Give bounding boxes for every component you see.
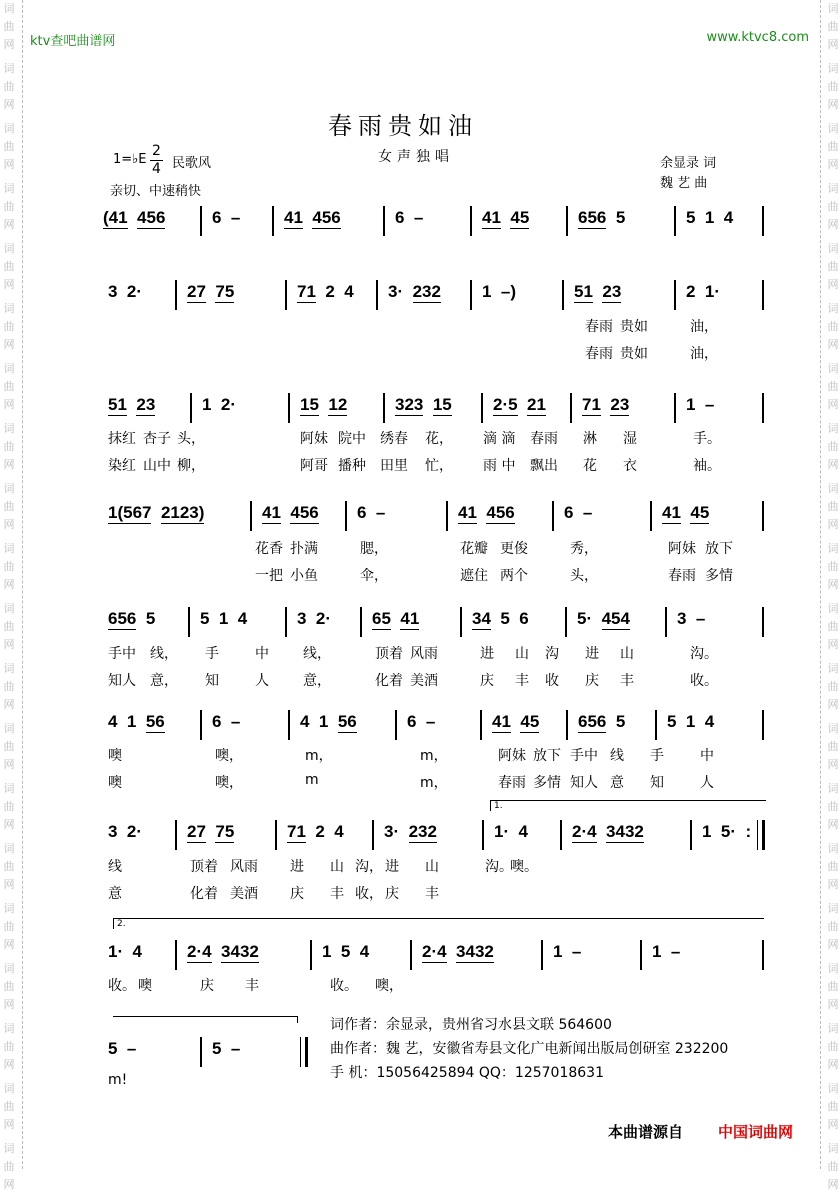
lyric-syllable: 庆 bbox=[480, 673, 494, 689]
bar-line bbox=[288, 710, 290, 740]
measure-notes: 71 23 bbox=[582, 395, 630, 414]
lyric-syllable: 袖。 bbox=[693, 458, 721, 474]
lyric-syllable: 噢 bbox=[108, 775, 122, 791]
watermark-text: 词 曲 网 bbox=[827, 662, 839, 711]
site-url-right[interactable]: www.ktvc8.com bbox=[706, 30, 809, 45]
measure-notes: 656 5 bbox=[108, 609, 156, 628]
lyric-syllable: 美酒 bbox=[230, 886, 258, 902]
lyric-syllable: 忙， bbox=[425, 458, 453, 474]
bar-line bbox=[762, 393, 764, 423]
left-margin-line bbox=[22, 0, 23, 1169]
lyric-syllable: 庆 bbox=[200, 978, 214, 994]
lyric-syllable: 风雨 bbox=[230, 859, 258, 875]
bar-line bbox=[446, 501, 448, 531]
lyric-syllable: 丰 bbox=[245, 978, 259, 994]
lyric-syllable: 柳， bbox=[177, 458, 205, 474]
watermark-text: 词 曲 网 bbox=[827, 422, 839, 471]
lyric-syllable: 噢 bbox=[108, 748, 122, 764]
lyric-syllable: 收， bbox=[355, 886, 383, 902]
bar-line bbox=[674, 206, 676, 236]
measure-notes: 41 45 bbox=[662, 503, 710, 522]
watermark-text: 词 曲 网 bbox=[827, 362, 839, 411]
bar-line bbox=[640, 940, 642, 970]
measure-notes: 65 41 bbox=[372, 609, 420, 628]
lyric-syllable: 头， bbox=[570, 568, 598, 584]
lyric-syllable: 收。 bbox=[690, 673, 718, 689]
lyric-syllable: 线 bbox=[610, 748, 624, 764]
footer-source-label: 本曲谱源自 bbox=[608, 1123, 684, 1141]
bar-line bbox=[200, 206, 202, 236]
measure-notes: 1 2· bbox=[202, 395, 237, 414]
watermark-text: 词 曲 网 bbox=[3, 182, 15, 231]
site-name-left[interactable]: ktv查吧曲谱网 bbox=[30, 34, 116, 49]
watermark-text: 词 曲 网 bbox=[3, 302, 15, 351]
lyric-syllable: 知 bbox=[205, 673, 219, 689]
bar-line bbox=[285, 607, 287, 637]
watermark-text: 词 曲 网 bbox=[827, 542, 839, 591]
lyric-syllable: 进 bbox=[290, 859, 304, 875]
bar-line bbox=[372, 820, 374, 850]
watermark-text: 词 曲 网 bbox=[3, 1082, 15, 1131]
measure-notes: 3 2· bbox=[108, 282, 143, 301]
lyric-syllable: 手 bbox=[205, 646, 219, 662]
measure-notes: 6 – bbox=[395, 208, 424, 227]
lyric-syllable: 春雨 bbox=[668, 568, 696, 584]
lyric-syllable: 阿妹 bbox=[300, 431, 328, 447]
style-marking: 民歌风 bbox=[172, 156, 212, 171]
bar-line bbox=[410, 940, 412, 970]
bar-line bbox=[250, 501, 252, 531]
lyric-syllable: 阿妹 bbox=[668, 541, 696, 557]
measure-notes: 1(567 2123) bbox=[108, 503, 205, 522]
measure-notes: 51 23 bbox=[574, 282, 622, 301]
watermark-text: 词 曲 网 bbox=[3, 722, 15, 771]
lyric-syllable: 进 bbox=[585, 646, 599, 662]
right-margin-line bbox=[820, 0, 821, 1169]
time-bottom: 4 bbox=[152, 161, 161, 177]
lyric-syllable: 染红 bbox=[108, 458, 136, 474]
lyric-syllable: 更俊 bbox=[500, 541, 528, 557]
lyric-syllable: 小鱼 bbox=[290, 568, 318, 584]
lyric-syllable: 庆 bbox=[290, 886, 304, 902]
lyric-syllable: 手 bbox=[650, 748, 664, 764]
watermark-text: 词 曲 网 bbox=[3, 422, 15, 471]
measure-notes: 4 1 56 bbox=[108, 712, 165, 731]
lyric-syllable: 手。 bbox=[693, 431, 721, 447]
measure-notes: 5 – bbox=[108, 1039, 137, 1058]
lyric-syllable: 春雨 bbox=[585, 346, 613, 362]
bar-line bbox=[395, 710, 397, 740]
measure-notes: 2·4 3432 bbox=[187, 942, 259, 961]
measure-notes: 1 – bbox=[553, 942, 582, 961]
lyric-syllable: 头， bbox=[177, 431, 205, 447]
lyric-syllable: 一把 bbox=[255, 568, 283, 584]
lyric-syllable: 飘出 bbox=[530, 458, 558, 474]
lyric-syllable: 线， bbox=[150, 646, 178, 662]
measure-notes: 1 – bbox=[686, 395, 715, 414]
credit-composer: 曲作者：魏 艺，安徽省寿县文化广电新闻出版局创研室 232200 bbox=[330, 1041, 729, 1057]
time-top: 2 bbox=[152, 143, 161, 159]
lyric-syllable: 滴 滴 bbox=[483, 431, 516, 447]
measure-notes: 1 5· : bbox=[702, 822, 752, 841]
lyric-syllable: 多情 bbox=[533, 775, 561, 791]
watermark-text: 词 曲 网 bbox=[827, 302, 839, 351]
lyric-syllable: 春雨 bbox=[585, 319, 613, 335]
credit-lyricist: 词作者：余显录，贵州省习水县文联 564600 bbox=[330, 1017, 612, 1033]
lyric-syllable: 阿妹 bbox=[498, 748, 526, 764]
lyric-syllable: 收。 bbox=[108, 978, 136, 994]
time-signature bbox=[150, 143, 163, 178]
bar-line bbox=[470, 206, 472, 236]
bar-line bbox=[190, 393, 192, 423]
lyric-syllable: 知人 bbox=[570, 775, 598, 791]
lyric-syllable: 手中 bbox=[108, 646, 136, 662]
lyric-syllable: 花香 bbox=[255, 541, 283, 557]
lyric-syllable: 知人 bbox=[108, 673, 136, 689]
lyric-syllable: 中 bbox=[700, 748, 714, 764]
bar-line bbox=[565, 607, 567, 637]
lyric-syllable: 抹红 bbox=[108, 431, 136, 447]
lyricist: 余显录 词 bbox=[660, 156, 717, 171]
bar-line bbox=[762, 820, 765, 850]
lyric-syllable: 线， bbox=[303, 646, 331, 662]
measure-notes: 3· 232 bbox=[388, 282, 441, 301]
lyric-syllable: 雨 中 bbox=[483, 458, 516, 474]
bar-line bbox=[300, 1037, 301, 1067]
measure-notes: 6 – bbox=[407, 712, 436, 731]
bar-line bbox=[470, 280, 472, 310]
bar-line bbox=[272, 206, 274, 236]
lyric-syllable: 化着 bbox=[190, 886, 218, 902]
measure-notes: 71 2 4 bbox=[287, 822, 344, 841]
lyric-syllable: 油， bbox=[690, 319, 718, 335]
bar-line bbox=[566, 206, 568, 236]
watermark-text: 词 曲 网 bbox=[3, 962, 15, 1011]
watermark-text: 词 曲 网 bbox=[3, 902, 15, 951]
lyric-syllable: 噢， bbox=[215, 748, 243, 764]
lyric-syllable: 绣春 bbox=[380, 431, 408, 447]
credit-contact: 手 机：15056425894 QQ：1257018631 bbox=[330, 1065, 604, 1081]
lyric-syllable: 进 bbox=[480, 646, 494, 662]
lyric-syllable: 顶着 bbox=[190, 859, 218, 875]
lyric-syllable: 遮住 bbox=[460, 568, 488, 584]
lyric-syllable: m! bbox=[108, 1072, 128, 1088]
measure-notes: 5 1 4 bbox=[200, 609, 248, 628]
measure-notes: 51 23 bbox=[108, 395, 156, 414]
lyric-syllable: 顶着 bbox=[375, 646, 403, 662]
watermark-text: 词 曲 网 bbox=[3, 542, 15, 591]
watermark-text: 词 曲 网 bbox=[827, 602, 839, 651]
watermark-text: 词 曲 网 bbox=[827, 482, 839, 531]
lyric-syllable: 意， bbox=[303, 673, 331, 689]
lyric-syllable: 田里 bbox=[380, 458, 408, 474]
lyric-syllable: 化着 bbox=[375, 673, 403, 689]
bar-line bbox=[275, 820, 277, 850]
measure-notes: 27 75 bbox=[187, 282, 235, 301]
lyric-syllable: 噢， bbox=[215, 775, 243, 791]
lyric-syllable: 中 bbox=[255, 646, 269, 662]
lyric-syllable: 沟。 bbox=[485, 859, 513, 875]
lyric-syllable: 庆 bbox=[385, 886, 399, 902]
measure-notes: 71 2 4 bbox=[297, 282, 354, 301]
lyric-syllable: 手中 bbox=[570, 748, 598, 764]
lyric-syllable: m， bbox=[305, 748, 333, 764]
watermark-text: 词 曲 网 bbox=[3, 242, 15, 291]
measure-notes: 656 5 bbox=[578, 712, 626, 731]
lyric-syllable: 意 bbox=[610, 775, 624, 791]
lyric-syllable: 秀， bbox=[570, 541, 598, 557]
measure-notes: 5 – bbox=[212, 1039, 241, 1058]
bar-line bbox=[175, 280, 177, 310]
bar-line bbox=[674, 393, 676, 423]
watermark-text: 词 曲 网 bbox=[827, 782, 839, 831]
bar-line bbox=[570, 393, 572, 423]
bar-line bbox=[175, 820, 177, 850]
measure-notes: 41 456 bbox=[284, 208, 341, 227]
lyric-syllable: 两个 bbox=[500, 568, 528, 584]
watermark-text: 词 曲 网 bbox=[827, 962, 839, 1011]
lyric-syllable: 意， bbox=[150, 673, 178, 689]
lyric-syllable: 阿哥 bbox=[300, 458, 328, 474]
bar-line bbox=[305, 1037, 308, 1067]
bar-line bbox=[285, 280, 287, 310]
measure-notes: 4 1 56 bbox=[300, 712, 357, 731]
watermark-text: 词 曲 网 bbox=[827, 182, 839, 231]
song-title: 春雨贵如油 bbox=[328, 112, 478, 140]
lyric-syllable: 花， bbox=[425, 431, 453, 447]
lyric-syllable: 噢。 bbox=[510, 859, 538, 875]
lyric-syllable: 花 bbox=[583, 458, 597, 474]
watermark-text: 词 曲 网 bbox=[827, 122, 839, 171]
lyric-syllable: 噢， bbox=[375, 978, 403, 994]
watermark-text: 词 曲 网 bbox=[827, 2, 839, 51]
lyric-syllable: 丰 bbox=[425, 886, 439, 902]
lyric-syllable: 沟， bbox=[355, 859, 383, 875]
watermark-text: 词 曲 网 bbox=[827, 902, 839, 951]
watermark-text: 词 曲 网 bbox=[3, 2, 15, 51]
bar-line bbox=[376, 280, 378, 310]
lyric-syllable: 丰 bbox=[620, 673, 634, 689]
lyric-syllable: 噢 bbox=[138, 978, 152, 994]
bar-line bbox=[541, 940, 543, 970]
lyric-syllable: 山 bbox=[620, 646, 634, 662]
measure-notes: (41 456 bbox=[103, 208, 166, 227]
measure-notes: 41 45 bbox=[482, 208, 530, 227]
measure-notes: 41 45 bbox=[492, 712, 540, 731]
measure-notes: 41 456 bbox=[262, 503, 319, 522]
lyric-syllable: 山 bbox=[330, 859, 344, 875]
lyric-syllable: 贵如 bbox=[620, 346, 648, 362]
lyric-syllable: 扑满 bbox=[290, 541, 318, 557]
measure-notes: 323 15 bbox=[395, 395, 452, 414]
watermark-text: 词 曲 网 bbox=[3, 662, 15, 711]
measure-notes: 1 –) bbox=[482, 282, 517, 301]
volta-continuation bbox=[113, 1016, 298, 1023]
lyric-syllable: 风雨 bbox=[410, 646, 438, 662]
bar-line bbox=[650, 501, 652, 531]
measure-notes: 34 5 6 bbox=[472, 609, 529, 628]
bar-line bbox=[482, 820, 484, 850]
watermark-text: 词 曲 网 bbox=[827, 242, 839, 291]
lyric-syllable: 多情 bbox=[705, 568, 733, 584]
bar-line bbox=[665, 607, 667, 637]
measure-notes: 3 – bbox=[677, 609, 706, 628]
measure-notes: 41 456 bbox=[458, 503, 515, 522]
lyric-syllable: 淋 bbox=[583, 431, 597, 447]
lyric-syllable: m bbox=[305, 772, 319, 788]
lyric-syllable: 沟 bbox=[545, 646, 559, 662]
lyric-syllable: 美酒 bbox=[410, 673, 438, 689]
bar-line bbox=[383, 206, 385, 236]
bar-line bbox=[288, 393, 290, 423]
lyric-syllable: 播种 bbox=[338, 458, 366, 474]
lyric-syllable: 知 bbox=[650, 775, 664, 791]
lyric-syllable: 花瓣 bbox=[460, 541, 488, 557]
lyric-syllable: 线 bbox=[108, 859, 122, 875]
lyric-syllable: 山 bbox=[515, 646, 529, 662]
measure-notes: 1· 4 bbox=[494, 822, 529, 841]
measure-notes: 3 2· bbox=[297, 609, 332, 628]
bar-line bbox=[345, 501, 347, 531]
bar-line bbox=[200, 710, 202, 740]
bar-line bbox=[552, 501, 554, 531]
bar-line bbox=[762, 206, 764, 236]
measure-notes: 5· 454 bbox=[577, 609, 630, 628]
watermark-text: 词 曲 网 bbox=[3, 842, 15, 891]
lyric-syllable: 湿 bbox=[623, 431, 637, 447]
measure-notes: 3 2· bbox=[108, 822, 143, 841]
lyric-syllable: 油， bbox=[690, 346, 718, 362]
lyric-syllable: 山 bbox=[425, 859, 439, 875]
measure-notes: 1 5 4 bbox=[322, 942, 370, 961]
bar-line bbox=[200, 1037, 202, 1067]
watermark-text: 词 曲 网 bbox=[3, 1022, 15, 1071]
volta-first: 1. bbox=[490, 800, 766, 811]
lyric-syllable: 进 bbox=[385, 859, 399, 875]
lyric-syllable: 腮， bbox=[360, 541, 388, 557]
bar-line bbox=[674, 280, 676, 310]
measure-notes: 27 75 bbox=[187, 822, 235, 841]
watermark-text: 词 曲 网 bbox=[3, 602, 15, 651]
lyric-syllable: 伞， bbox=[360, 568, 388, 584]
measure-notes: 6 – bbox=[357, 503, 386, 522]
lyric-syllable: 丰 bbox=[515, 673, 529, 689]
measure-notes: 2·4 3432 bbox=[572, 822, 644, 841]
lyric-syllable: 庆 bbox=[585, 673, 599, 689]
bar-line bbox=[757, 820, 758, 850]
watermark-text: 词 曲 网 bbox=[3, 62, 15, 111]
bar-line bbox=[310, 940, 312, 970]
measure-notes: 6 – bbox=[564, 503, 593, 522]
tempo-marking: 亲切、中速稍快 bbox=[110, 184, 202, 199]
lyric-syllable: 收 bbox=[545, 673, 559, 689]
lyric-syllable: 人 bbox=[255, 673, 269, 689]
bar-line bbox=[762, 607, 764, 637]
watermark-text: 词 曲 网 bbox=[827, 1022, 839, 1071]
watermark-text: 词 曲 网 bbox=[3, 482, 15, 531]
measure-notes: 2 1· bbox=[686, 282, 721, 301]
bar-line bbox=[566, 710, 568, 740]
bar-line bbox=[360, 607, 362, 637]
bar-line bbox=[562, 280, 564, 310]
song-subtitle: 女声独唱 bbox=[378, 149, 454, 165]
bar-line bbox=[690, 820, 692, 850]
bar-line bbox=[762, 710, 764, 740]
watermark-text: 词 曲 网 bbox=[3, 362, 15, 411]
bar-line bbox=[655, 710, 657, 740]
bar-line bbox=[460, 607, 462, 637]
bar-line bbox=[560, 820, 562, 850]
lyric-syllable: 山中 bbox=[143, 458, 171, 474]
bar-line bbox=[762, 280, 764, 310]
watermark-text: 词 曲 网 bbox=[827, 62, 839, 111]
watermark-text: 词 曲 网 bbox=[827, 842, 839, 891]
measure-notes: 2·4 3432 bbox=[422, 942, 494, 961]
measure-notes: 5 1 4 bbox=[667, 712, 715, 731]
measure-notes: 3· 232 bbox=[384, 822, 437, 841]
watermark-text: 词 曲 网 bbox=[3, 782, 15, 831]
measure-notes: 15 12 bbox=[300, 395, 348, 414]
measure-notes: 6 – bbox=[212, 712, 241, 731]
lyric-syllable: 春雨 bbox=[498, 775, 526, 791]
bar-line bbox=[762, 501, 764, 531]
bar-line bbox=[762, 940, 764, 970]
watermark-text: 词 曲 网 bbox=[827, 1142, 839, 1191]
lyric-syllable: 人 bbox=[700, 775, 714, 791]
measure-notes: 5 1 4 bbox=[686, 208, 734, 227]
watermark-text: 词 曲 网 bbox=[3, 1142, 15, 1191]
measure-notes: 1· 4 bbox=[108, 942, 143, 961]
lyric-syllable: 院中 bbox=[338, 431, 366, 447]
bar-line bbox=[383, 393, 385, 423]
watermark-text: 词 曲 网 bbox=[827, 1082, 839, 1131]
watermark-text: 词 曲 网 bbox=[3, 122, 15, 171]
lyric-syllable: 放下 bbox=[533, 748, 561, 764]
lyric-syllable: 沟。 bbox=[690, 646, 718, 662]
lyric-syllable: 贵如 bbox=[620, 319, 648, 335]
lyric-syllable: 放下 bbox=[705, 541, 733, 557]
bar-line bbox=[481, 393, 483, 423]
footer-source-site[interactable]: 中国词曲网 bbox=[718, 1123, 794, 1141]
lyric-syllable: 收。 bbox=[330, 978, 358, 994]
measure-notes: 656 5 bbox=[578, 208, 626, 227]
lyric-syllable: 杏子 bbox=[143, 431, 171, 447]
watermark-text: 词 曲 网 bbox=[827, 722, 839, 771]
measure-notes: 6 – bbox=[212, 208, 241, 227]
composer: 魏 艺 曲 bbox=[660, 176, 708, 191]
measure-notes: 2·5 21 bbox=[493, 395, 546, 414]
key-signature: 1=♭E bbox=[113, 152, 147, 167]
lyric-syllable: 春雨 bbox=[530, 431, 558, 447]
lyric-syllable: m， bbox=[420, 748, 448, 764]
bar-line bbox=[188, 607, 190, 637]
lyric-syllable: 衣 bbox=[623, 458, 637, 474]
measure-notes: 1 – bbox=[652, 942, 681, 961]
lyric-syllable: m， bbox=[420, 775, 448, 791]
bar-line bbox=[175, 940, 177, 970]
lyric-syllable: 丰 bbox=[330, 886, 344, 902]
bar-line bbox=[480, 710, 482, 740]
volta-second: 2. bbox=[113, 918, 764, 929]
lyric-syllable: 意 bbox=[108, 886, 122, 902]
